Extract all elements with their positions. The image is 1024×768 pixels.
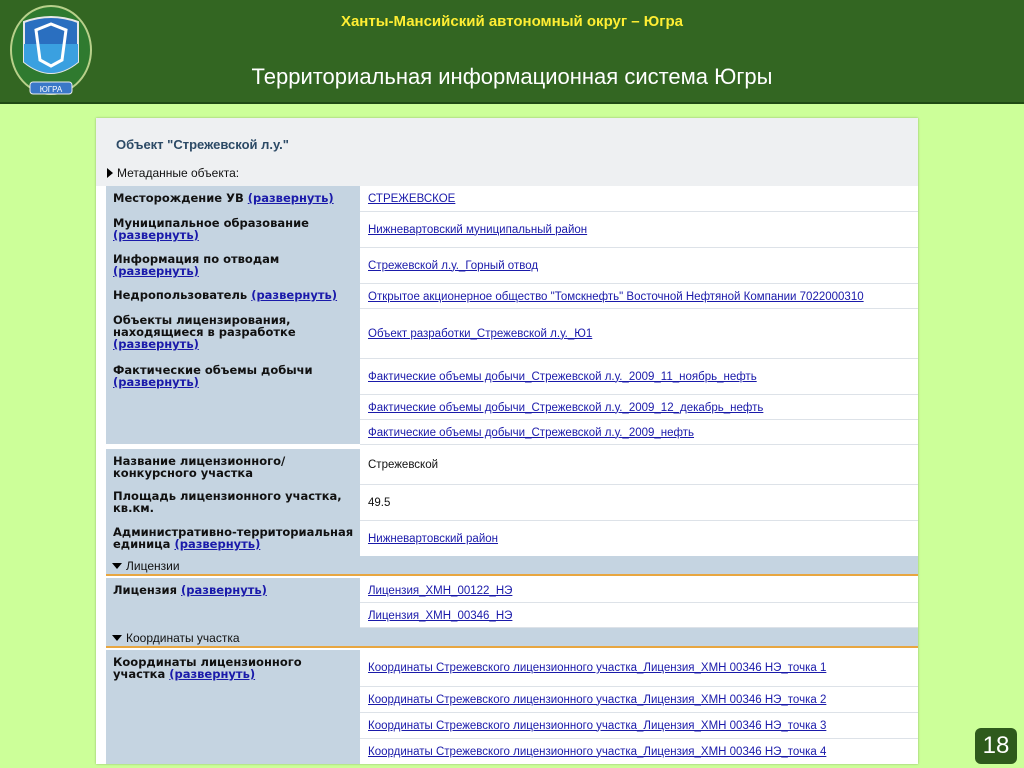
property-label: Муниципальное образование (развернуть) — [106, 211, 360, 247]
table-row — [106, 283, 918, 308]
value-link[interactable]: Нижневартовский муниципальный район — [368, 223, 588, 236]
collapse-arrow-icon — [112, 563, 122, 569]
expand-link[interactable]: (развернуть) — [247, 191, 334, 205]
expand-link[interactable]: (развернуть) — [113, 228, 199, 242]
property-label: Площадь лицензионного участка, кв.км. — [106, 484, 360, 520]
collapse-arrow-icon — [112, 635, 122, 641]
value-link[interactable]: Фактические объемы добычи_Стрежевской л.у._2009_12_декабрь_нефть — [368, 401, 764, 414]
property-label: Лицензия (развернуть) — [106, 578, 360, 628]
table-row — [106, 247, 918, 283]
property-value — [360, 712, 918, 738]
metadata-toggle[interactable] — [107, 166, 239, 180]
property-value — [360, 738, 918, 764]
region-name: Ханты-Мансийский автономный округ – Югра — [340, 13, 684, 30]
metadata-label: Метаданные объекта: — [117, 166, 240, 180]
table-row — [106, 211, 918, 247]
table-row — [106, 578, 918, 603]
property-value — [360, 358, 918, 394]
section-title: Лицензии — [126, 559, 180, 573]
value-link[interactable]: Координаты Стрежевского лицензионного участка_Лицензия_ХМН 00346 НЭ_точка 2 — [368, 693, 827, 706]
property-label: Месторождение УВ (развернуть) — [106, 186, 360, 211]
coordinates-table — [106, 650, 918, 764]
expand-link[interactable]: (развернуть) — [113, 264, 199, 278]
property-label: Название лицензионного/ конкурсного участка — [106, 449, 360, 484]
property-value — [360, 419, 918, 444]
property-value — [360, 603, 918, 628]
property-value — [360, 650, 918, 686]
value-link[interactable]: Фактические объемы добычи_Стрежевской л.у._2009_нефть — [368, 426, 695, 439]
property-label: Недропользователь (развернуть) — [106, 283, 360, 308]
table-row — [106, 484, 918, 520]
table-row — [106, 449, 918, 484]
value-link[interactable]: Лицензия_ХМН_00346_НЭ — [368, 610, 513, 622]
emblem-text: ЮГРА — [39, 85, 63, 94]
property-value — [360, 578, 918, 603]
property-value — [360, 394, 918, 419]
property-value — [360, 186, 918, 211]
property-value — [360, 308, 918, 358]
section-title: Координаты участка — [126, 631, 240, 645]
expand-link[interactable]: (развернуть) — [174, 537, 261, 551]
value-link[interactable]: Лицензия_ХМН_00122_НЭ — [368, 585, 513, 597]
coordinates-section-toggle[interactable] — [106, 628, 918, 648]
value-link[interactable]: Открытое акционерное общество "Томскнефть" Восточной Нефтяной Компании 7022000310 — [368, 290, 864, 303]
property-label: Координаты лицензионного участка (развернуть) — [106, 650, 360, 764]
property-label: Информация по отводам (развернуть) — [106, 247, 360, 283]
object-header — [96, 118, 918, 186]
metadata-table-1 — [106, 186, 918, 445]
object-panel — [96, 118, 918, 764]
expand-link[interactable]: (развернуть) — [169, 667, 256, 681]
value-link[interactable]: Объект разработки_Стрежевской л.у._Ю1 — [368, 327, 593, 340]
metadata-table-2 — [106, 449, 918, 557]
value-link[interactable]: Нижневартовский район — [368, 532, 498, 545]
licenses-section-toggle[interactable] — [106, 556, 918, 576]
property-value — [360, 686, 918, 712]
expand-arrow-icon — [107, 168, 113, 178]
table-row — [106, 186, 918, 211]
value-link[interactable]: СТРЕЖЕВСКОЕ — [368, 193, 456, 205]
value-link[interactable]: Фактические объемы добычи_Стрежевской л.у._2009_11_ноябрь_нефть — [368, 370, 757, 383]
value-text: 49.5 — [368, 496, 391, 509]
expand-link[interactable]: (развернуть) — [251, 288, 338, 302]
property-label: Фактические объемы добычи (развернуть) — [106, 358, 360, 444]
slide-title: Территориальная информационная система Югры — [251, 64, 773, 89]
value-link[interactable]: Координаты Стрежевского лицензионного участка_Лицензия_ХМН 00346 НЭ_точка 3 — [368, 719, 827, 732]
property-value — [360, 247, 918, 283]
expand-link[interactable]: (развернуть) — [113, 337, 199, 351]
value-link[interactable]: Стрежевской л.у._Горный отвод — [368, 259, 539, 272]
property-value — [360, 211, 918, 247]
expand-link[interactable]: (развернуть) — [113, 375, 199, 389]
licenses-table — [106, 578, 918, 628]
value-link[interactable]: Координаты Стрежевского лицензионного участка_Лицензия_ХМН 00346 НЭ_точка 1 — [368, 662, 827, 674]
table-row — [106, 520, 918, 556]
table-row — [106, 358, 918, 394]
slide-header — [0, 0, 1024, 104]
value-text: Стрежевской — [368, 459, 439, 471]
property-value — [360, 484, 918, 520]
expand-link[interactable]: (развернуть) — [181, 583, 267, 597]
property-value — [360, 449, 918, 484]
object-title: Объект "Стрежевской л.у." — [116, 137, 289, 152]
property-value — [360, 283, 918, 308]
property-value — [360, 520, 918, 556]
property-label: Объекты лицензирования, находящиеся в разработке (развернуть) — [106, 308, 360, 358]
slide-number: 18 — [975, 728, 1017, 764]
value-link[interactable]: Координаты Стрежевского лицензионного участка_Лицензия_ХМН 00346 НЭ_точка 4 — [368, 745, 827, 758]
table-row — [106, 650, 918, 686]
table-row — [106, 308, 918, 358]
property-label: Административно-территориальная единица (развернуть) — [106, 520, 360, 556]
